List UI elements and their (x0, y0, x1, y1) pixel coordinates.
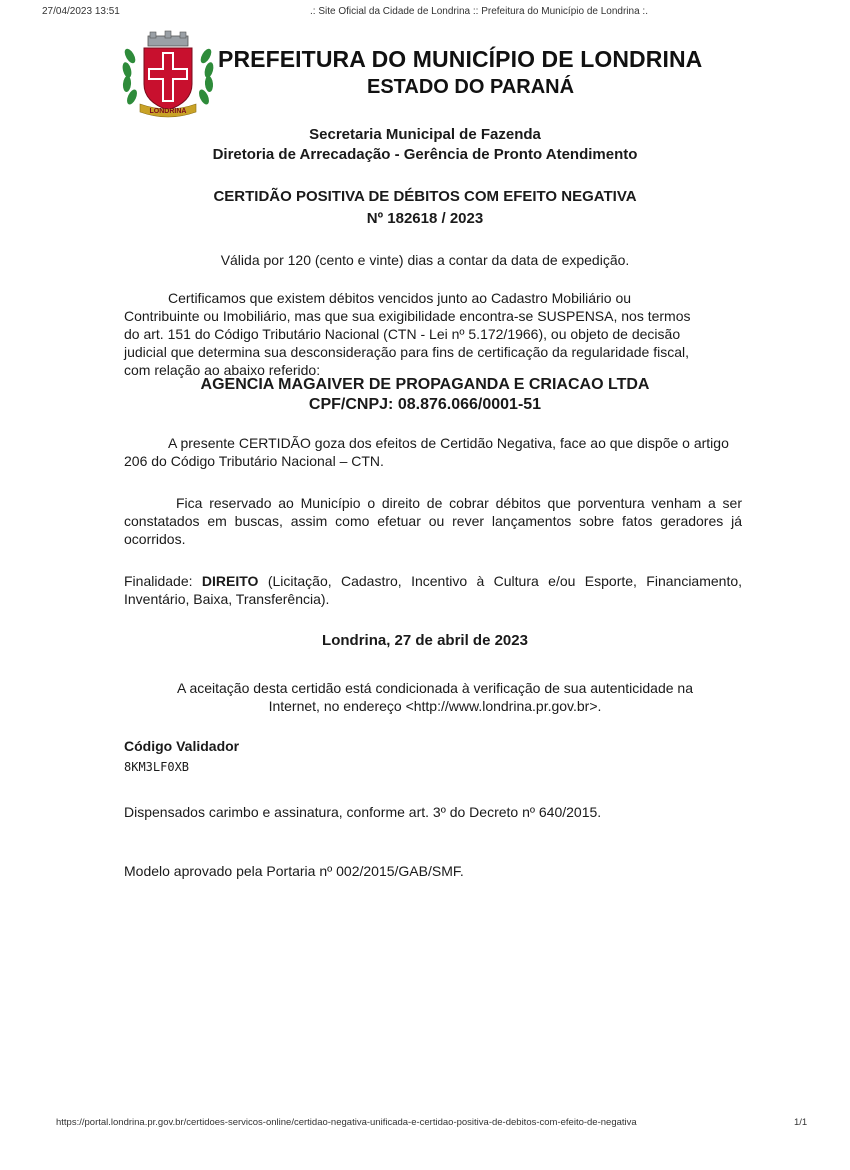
company-name: AGENCIA MAGAIVER DE PROPAGANDA E CRIACAO LTDA (200, 376, 650, 393)
certificate-title: CERTIDÃO POSITIVA DE DÉBITOS COM EFEITO NEGATIVA (213, 188, 637, 205)
validator-label: Código Validador (124, 738, 240, 754)
purpose-detail: (Licitação, Cadastro, Incentivo à Cultura e/ou Esporte, Financiamento, Inventário, Baixa, Transferência). (124, 573, 743, 607)
diretoria-heading: Diretoria de Arrecadação - Gerência de Pronto Atendimento (212, 146, 638, 163)
company-cnpj: CPF/CNPJ: 08.876.066/0001-51 (308, 396, 542, 413)
print-page-number: 1/1 (794, 1117, 808, 1128)
header-title: PREFEITURA DO MUNICÍPIO DE LONDRINA (218, 46, 703, 72)
para1-line: Certificamos que existem débitos vencidos junto ao Cadastro Mobiliário ou (168, 290, 632, 306)
validity-statement: Válida por 120 (cento e vinte) dias a contar da data de expedição. (220, 252, 630, 268)
purpose-value: DIREITO (201, 573, 259, 589)
purpose-paragraph (124, 572, 742, 608)
print-footer-url: https://portal.londrina.pr.gov.br/certidoes-servicos-online/certidao-negativa-unificada-e-certidao-positiva-de-debitos-com-efeito-de-negativa (56, 1117, 637, 1128)
certificate-number: Nº 182618 / 2023 (366, 210, 484, 227)
para1-line: do art. 151 do Código Tributário Nacional (CTN - Lei nº 5.172/1966), ou objeto de decisão (124, 326, 681, 342)
issue-date: Londrina, 27 de abril de 2023 (322, 632, 528, 649)
londrina-coat-of-arms-icon (118, 30, 218, 118)
acceptance-notice: A aceitação desta certidão está condicionada à verificação de sua autenticidade na Internet, no endereço <http://www.londrina.pr.gov.br>. (176, 680, 694, 714)
para1-line: com relação ao abaixo referido: (124, 362, 321, 378)
print-site-title: .: Site Oficial da Cidade de Londrina :: Prefeitura do Município de Londrina :. (310, 6, 648, 17)
signature-waiver: Dispensados carimbo e assinatura, conforme art. 3º do Decreto nº 640/2015. (124, 804, 602, 820)
effects-paragraph: A presente CERTIDÃO goza dos efeitos de Certidão Negativa, face ao que dispõe o artigo 206 do Código Tributário Nacional – CTN. (124, 435, 729, 469)
certification-paragraph (124, 289, 742, 379)
validator-code: 8KM3LF0XB (124, 760, 190, 774)
purpose-label: Finalidade: (124, 573, 193, 589)
model-note: Modelo aprovado pela Portaria nº 002/2015/GAB/SMF. (124, 863, 464, 879)
para1-line: judicial que determina sua desconsideração para fins de certificação da regularidade fiscal, (124, 344, 689, 360)
secretaria-heading: Secretaria Municipal de Fazenda (309, 126, 541, 143)
print-datetime: 27/04/2023 13:51 (42, 6, 120, 17)
para1-line: Contribuinte ou Imobiliário, mas que sua exigibilidade encontra-se SUSPENSA, nos termos (124, 308, 691, 324)
header-subtitle: ESTADO DO PARANÁ (367, 76, 575, 98)
crest-banner-text: LONDRINA (149, 108, 187, 115)
reservation-paragraph: Fica reservado ao Município o direito de cobrar débitos que porventura venham a ser constatados em buscas, assim como efetuar ou rever lançamentos sobre fatos geradores já ocorridos. (124, 495, 742, 547)
